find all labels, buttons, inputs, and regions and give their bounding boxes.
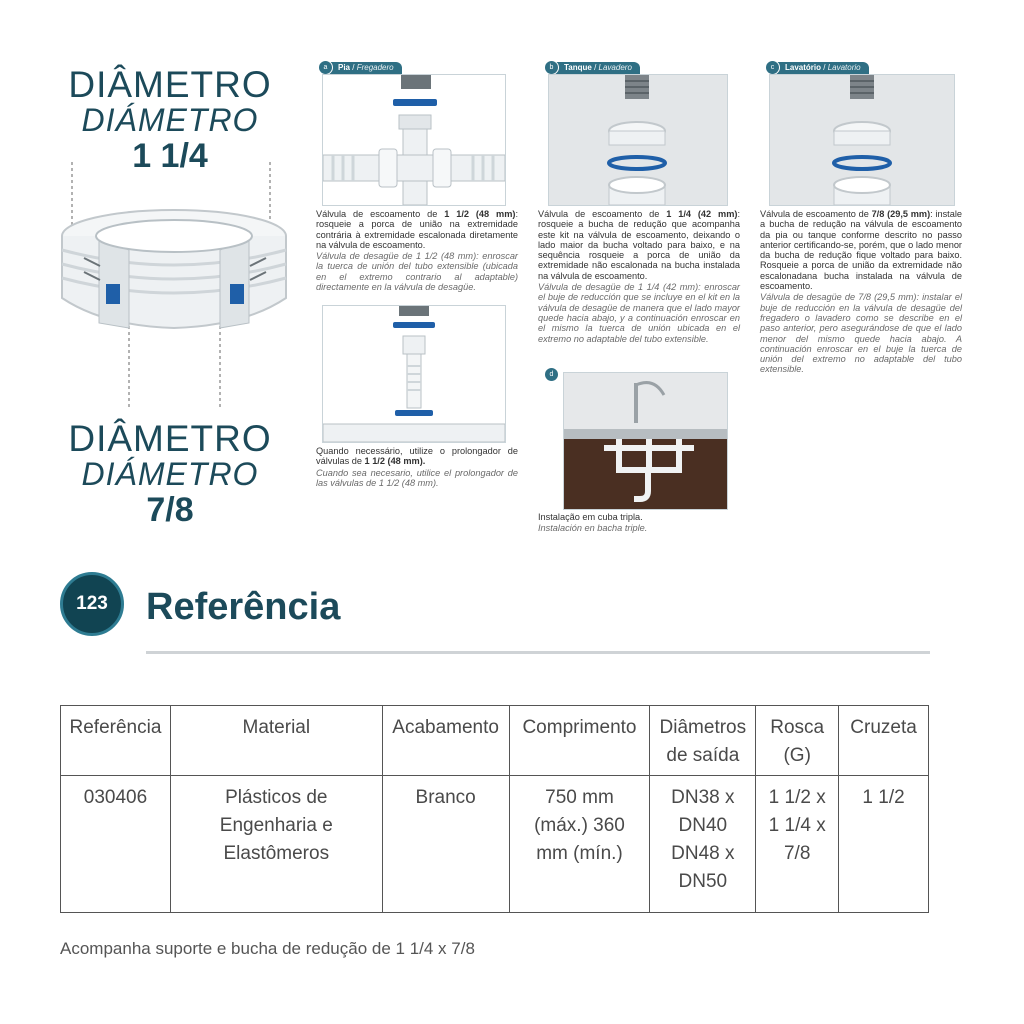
- table-cell: Plásticos de Engenharia e Elastômeros: [170, 776, 382, 913]
- table-cell: Branco: [382, 776, 509, 913]
- panel-a-text: Válvula de escoamento de 1 1/2 (48 mm): rosqueie a porca de união na extremidade contrária à extremidade escalonada diretamente na válvula de escoamento. Válvula de desagüe de 1 1/2 (48 mm): enroscar la tuerca de unión del tubo extensible (ubicada en el extremo contrario al adaptable) directamente en la válvula de desagüe.: [316, 209, 518, 293]
- reference-number-badge: 123: [60, 572, 124, 636]
- table-header-cell: Cruzeta: [839, 706, 929, 776]
- panel-c-text: Válvula de escoamento de 7/8 (29,5 mm): instale a bucha de redução na válvula de escoamento da pia ou tanque conforme descrito no passo anterior certificando-se, porém, que o lado menor da bucha de redução fique voltado para baixo. Rosqueie a porca de união da extremidade não escalonadana bucha instalada na válvula de escoamento. Válvula de desagüe de 7/8 (29,5 mm): instalar el buje de reducción en la válvula de desagüe del fregadero o lavadero como se describe en el paso anterior, pero asegurándose de que el lado menor del mismo quede hacia abajo. A continuación enroscar en el buje la tuerca de unión del extremo no adaptable del tubo extensible.: [760, 209, 962, 375]
- panel-d-text: Instalação em cuba tripla. Instalación en bacha triple.: [538, 512, 648, 534]
- table-header-cell: Material: [170, 706, 382, 776]
- table-cell: 1 1/2: [839, 776, 929, 913]
- step-b-marker: b: [544, 60, 559, 75]
- table-header-row: [61, 706, 929, 776]
- diameter-size: 7/8: [146, 491, 194, 529]
- panel-c-tab: Lavatório / Lavatorio: [769, 62, 869, 74]
- footnote: Acompanha suporte e bucha de redução de 1 1/4 x 7/8: [60, 939, 475, 958]
- panel-b-text: Válvula de escoamento de 1 1/4 (42 mm): rosqueie a bucha de redução que acompanha este kit na válvula de escoamento, deixando o lado maior da bucha voltado para baixo, e na sequência rosqueie a porca de união da extremidade não escalonada na bucha instalada na válvula de escoamento. Válvula de desagüe de 1 1/4 (42 mm): enroscar el buje de reducción que se incluye en el kit en la válvula de desagüe de manera que el lado mayor quede hacia abajo, y a continuación enroscar en el mismo la tuerca de unión ubicada en el extremo no adaptable del tubo extensible.: [538, 209, 740, 344]
- panel-a-image: [322, 74, 506, 206]
- table-header-cell: Comprimento: [509, 706, 650, 776]
- table-header-cell: Referência: [61, 706, 171, 776]
- diameter-label: DIÂMETRO: [68, 64, 272, 105]
- diameter-size: 1 1/4: [132, 137, 208, 175]
- reduction-bushing-illustration: [44, 158, 314, 428]
- table-cell: 030406: [61, 776, 171, 913]
- panel-c-image: [769, 74, 955, 206]
- diameter-bottom-title: [60, 420, 280, 530]
- spec-table: [60, 705, 929, 913]
- panel-d-image: [563, 372, 728, 510]
- table-row: [61, 776, 929, 913]
- panel-b-image: [548, 74, 728, 206]
- step-a-marker: a: [318, 60, 333, 75]
- table-cell: DN38 x DN40 DN48 x DN50: [650, 776, 756, 913]
- section-divider: [146, 651, 930, 654]
- table-header-cell: Acabamento: [382, 706, 509, 776]
- panel-a-tab: Pia / Fregadero: [322, 62, 402, 74]
- section-title: Referência: [146, 586, 341, 628]
- table-header-cell: Rosca (G): [756, 706, 839, 776]
- panel-a2-text: Quando necessário, utilize o prolongador de válvulas de 1 1/2 (48 mm). Cuando sea necesario, utilice el prolongador de las válvulas de 1 1/2 (48 mm).: [316, 446, 518, 488]
- table-cell: 750 mm (máx.) 360 mm (mín.): [509, 776, 650, 913]
- step-d-marker: d: [544, 367, 559, 382]
- table-header-cell: Diâmetros de saída: [650, 706, 756, 776]
- step-c-marker: c: [765, 60, 780, 75]
- diameter-label-es: DIÁMETRO: [81, 102, 259, 138]
- panel-a2-image: [322, 305, 506, 443]
- diameter-label-es: DIÁMETRO: [81, 456, 259, 492]
- diameter-label: DIÂMETRO: [68, 418, 272, 459]
- panel-b-tab: Tanque / Lavadero: [548, 62, 640, 74]
- table-cell: 1 1/2 x 1 1/4 x 7/8: [756, 776, 839, 913]
